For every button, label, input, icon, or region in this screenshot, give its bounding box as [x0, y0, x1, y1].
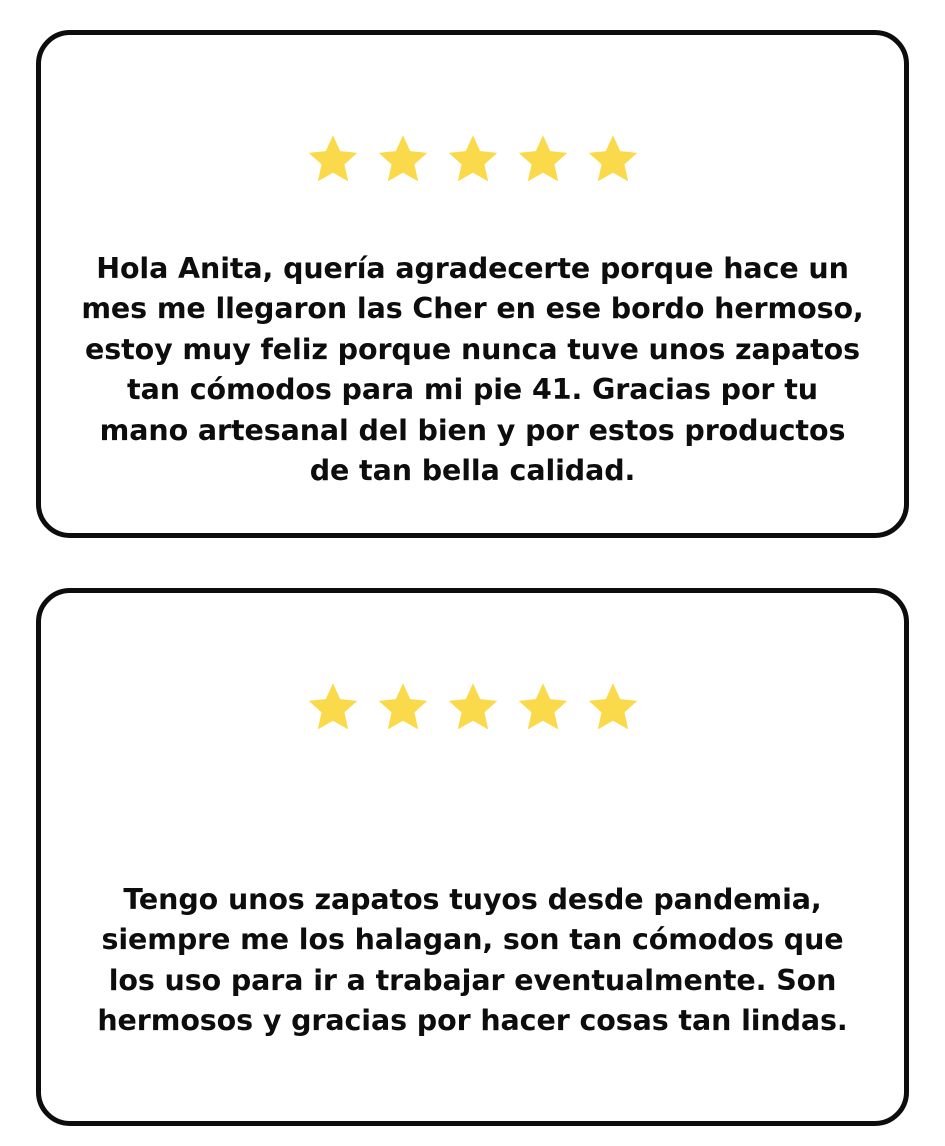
review-text: Tengo unos zapatos tuyos desde pandemia, siempre me los halagan, son tan cómodos que los uso para ir a trabajar eventualmente. Son hermosos y gracias por hacer cosas tan lindas.	[97, 883, 848, 1038]
star-icon	[445, 679, 501, 735]
star-icon	[585, 679, 641, 735]
review-card	[36, 588, 909, 1126]
star-icon	[305, 679, 361, 735]
review-card	[36, 30, 909, 538]
star-icon	[445, 131, 501, 187]
star-icon	[585, 131, 641, 187]
star-icon	[305, 131, 361, 187]
rating-stars	[305, 131, 641, 187]
star-icon	[515, 131, 571, 187]
star-icon	[375, 131, 431, 187]
star-icon	[375, 679, 431, 735]
review-text: Hola Anita, quería agradecerte porque hace un mes me llegaron las Cher en ese bordo hermoso, estoy muy feliz porque nunca tuve unos zapatos tan cómodos para mi pie 41. Gracias por tu mano artesanal del bien y por estos productos de tan bella calidad.	[81, 252, 864, 488]
star-icon	[515, 679, 571, 735]
rating-stars	[305, 679, 641, 735]
